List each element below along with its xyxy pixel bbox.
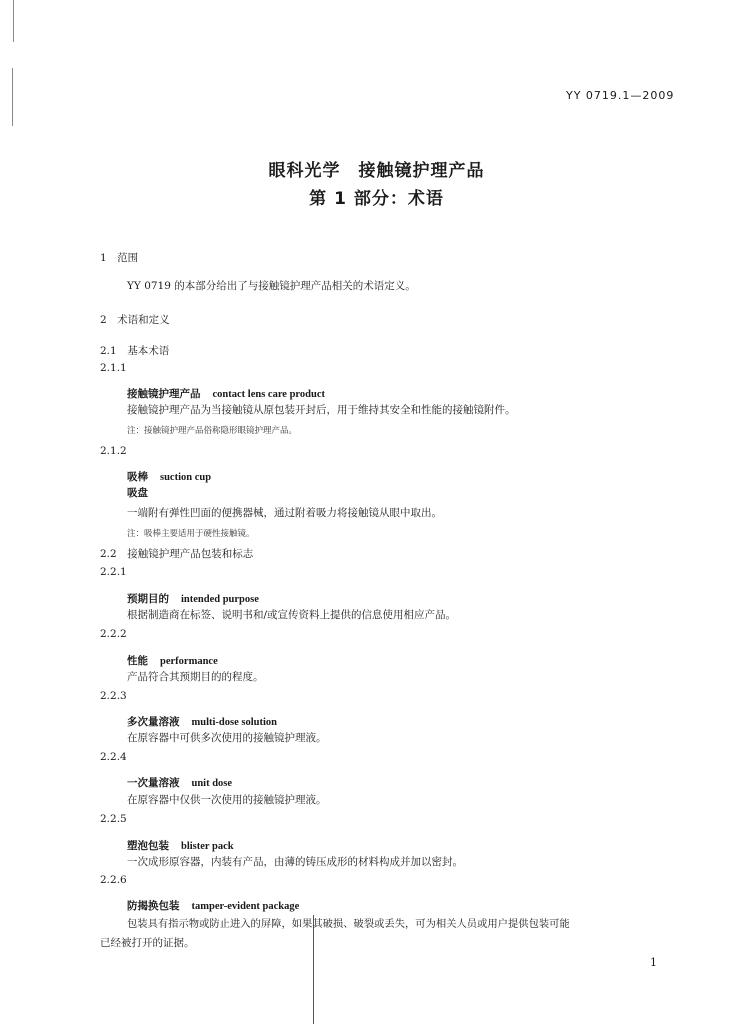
term-en: blister pack	[181, 841, 234, 852]
section-1-heading: 1 范围	[100, 252, 139, 264]
standard-number: YY 0719.1—2009	[566, 89, 675, 102]
term-number: 2.1.1	[100, 362, 127, 374]
term-definition: 在原容器中可供多次使用的接触镜护理液。	[127, 732, 327, 744]
term-cn: 接触镜护理产品	[127, 388, 201, 400]
term-heading	[127, 649, 218, 668]
term-en: contact lens care product	[212, 389, 325, 400]
term-definition: 产品符合其预期目的的程度。	[127, 671, 264, 683]
term-heading	[127, 587, 259, 606]
term-en: suction cup	[160, 472, 212, 483]
term-heading	[127, 834, 234, 853]
term-cn: 多次量溶液	[127, 716, 180, 728]
term-note: 注：接触镜护理产品俗称隐形眼镜护理产品。	[127, 426, 298, 436]
section-2-heading: 2 术语和定义	[100, 314, 170, 326]
document-subtitle: 第 1 部分：术语	[309, 189, 444, 209]
term-cn: 预期目的	[127, 593, 169, 605]
term-number: 2.2.1	[100, 566, 127, 578]
scan-edge-line-left	[12, 68, 13, 126]
term-number: 2.2.4	[100, 751, 127, 763]
term-definition: 一端附有弹性凹面的便携器械，通过附着吸力将接触镜从眼中取出。	[127, 507, 442, 519]
term-number: 2.2.6	[100, 874, 127, 886]
term-definition-continued: 已经被打开的证据。	[100, 937, 195, 949]
term-definition: 接触镜护理产品为当接触镜从原包装开封后，用于维持其安全和性能的接触镜附件。	[127, 404, 516, 416]
term-definition: 根据制造商在标签、说明书和/或宣传资料上提供的信息使用相应产品。	[127, 609, 457, 621]
term-number: 2.2.3	[100, 690, 127, 702]
term-en: unit dose	[191, 778, 233, 789]
term-cn: 性能	[127, 655, 148, 667]
term-en: performance	[160, 656, 218, 667]
section-1-text: YY 0719 的本部分给出了与接触镜护理产品相关的术语定义。	[127, 280, 416, 292]
term-en: intended purpose	[181, 594, 259, 605]
term-en: multi-dose solution	[191, 717, 277, 728]
term-cn: 防揭换包装	[127, 900, 180, 912]
term-note: 注：吸棒主要适用于硬性接触镜。	[127, 529, 255, 539]
term-cn: 一次量溶液	[127, 777, 180, 789]
term-cn: 吸棒	[127, 471, 148, 483]
term-heading	[127, 382, 325, 401]
term-number: 2.2.2	[100, 628, 127, 640]
term-alternate: 吸盘	[127, 487, 148, 499]
scan-fold-line	[313, 915, 314, 1024]
document-title: 眼科光学 接触镜护理产品	[268, 161, 485, 181]
term-heading	[127, 465, 211, 484]
term-number: 2.1.2	[100, 445, 127, 457]
term-heading	[127, 710, 277, 729]
term-definition: 一次成形原容器，内装有产品，由薄的铸压成形的材料构成并加以密封。	[127, 856, 463, 868]
section-2-2-heading: 2.2 接触镜护理产品包装和标志	[100, 548, 254, 560]
term-cn: 塑泡包装	[127, 840, 169, 852]
section-2-1-heading: 2.1 基本术语	[100, 345, 170, 357]
term-definition: 在原容器中仅供一次使用的接触镜护理液。	[127, 794, 327, 806]
term-number: 2.2.5	[100, 813, 127, 825]
term-en: tamper-evident package	[191, 901, 300, 912]
term-heading	[127, 894, 299, 913]
scan-edge-line-left-top	[13, 0, 14, 42]
term-heading	[127, 771, 232, 790]
term-definition: 包装具有指示物或防止进入的屏障，如果其破损、破裂或丢失，可为相关人员或用户提供包装可能	[127, 918, 570, 930]
page-number: 1	[650, 956, 657, 969]
